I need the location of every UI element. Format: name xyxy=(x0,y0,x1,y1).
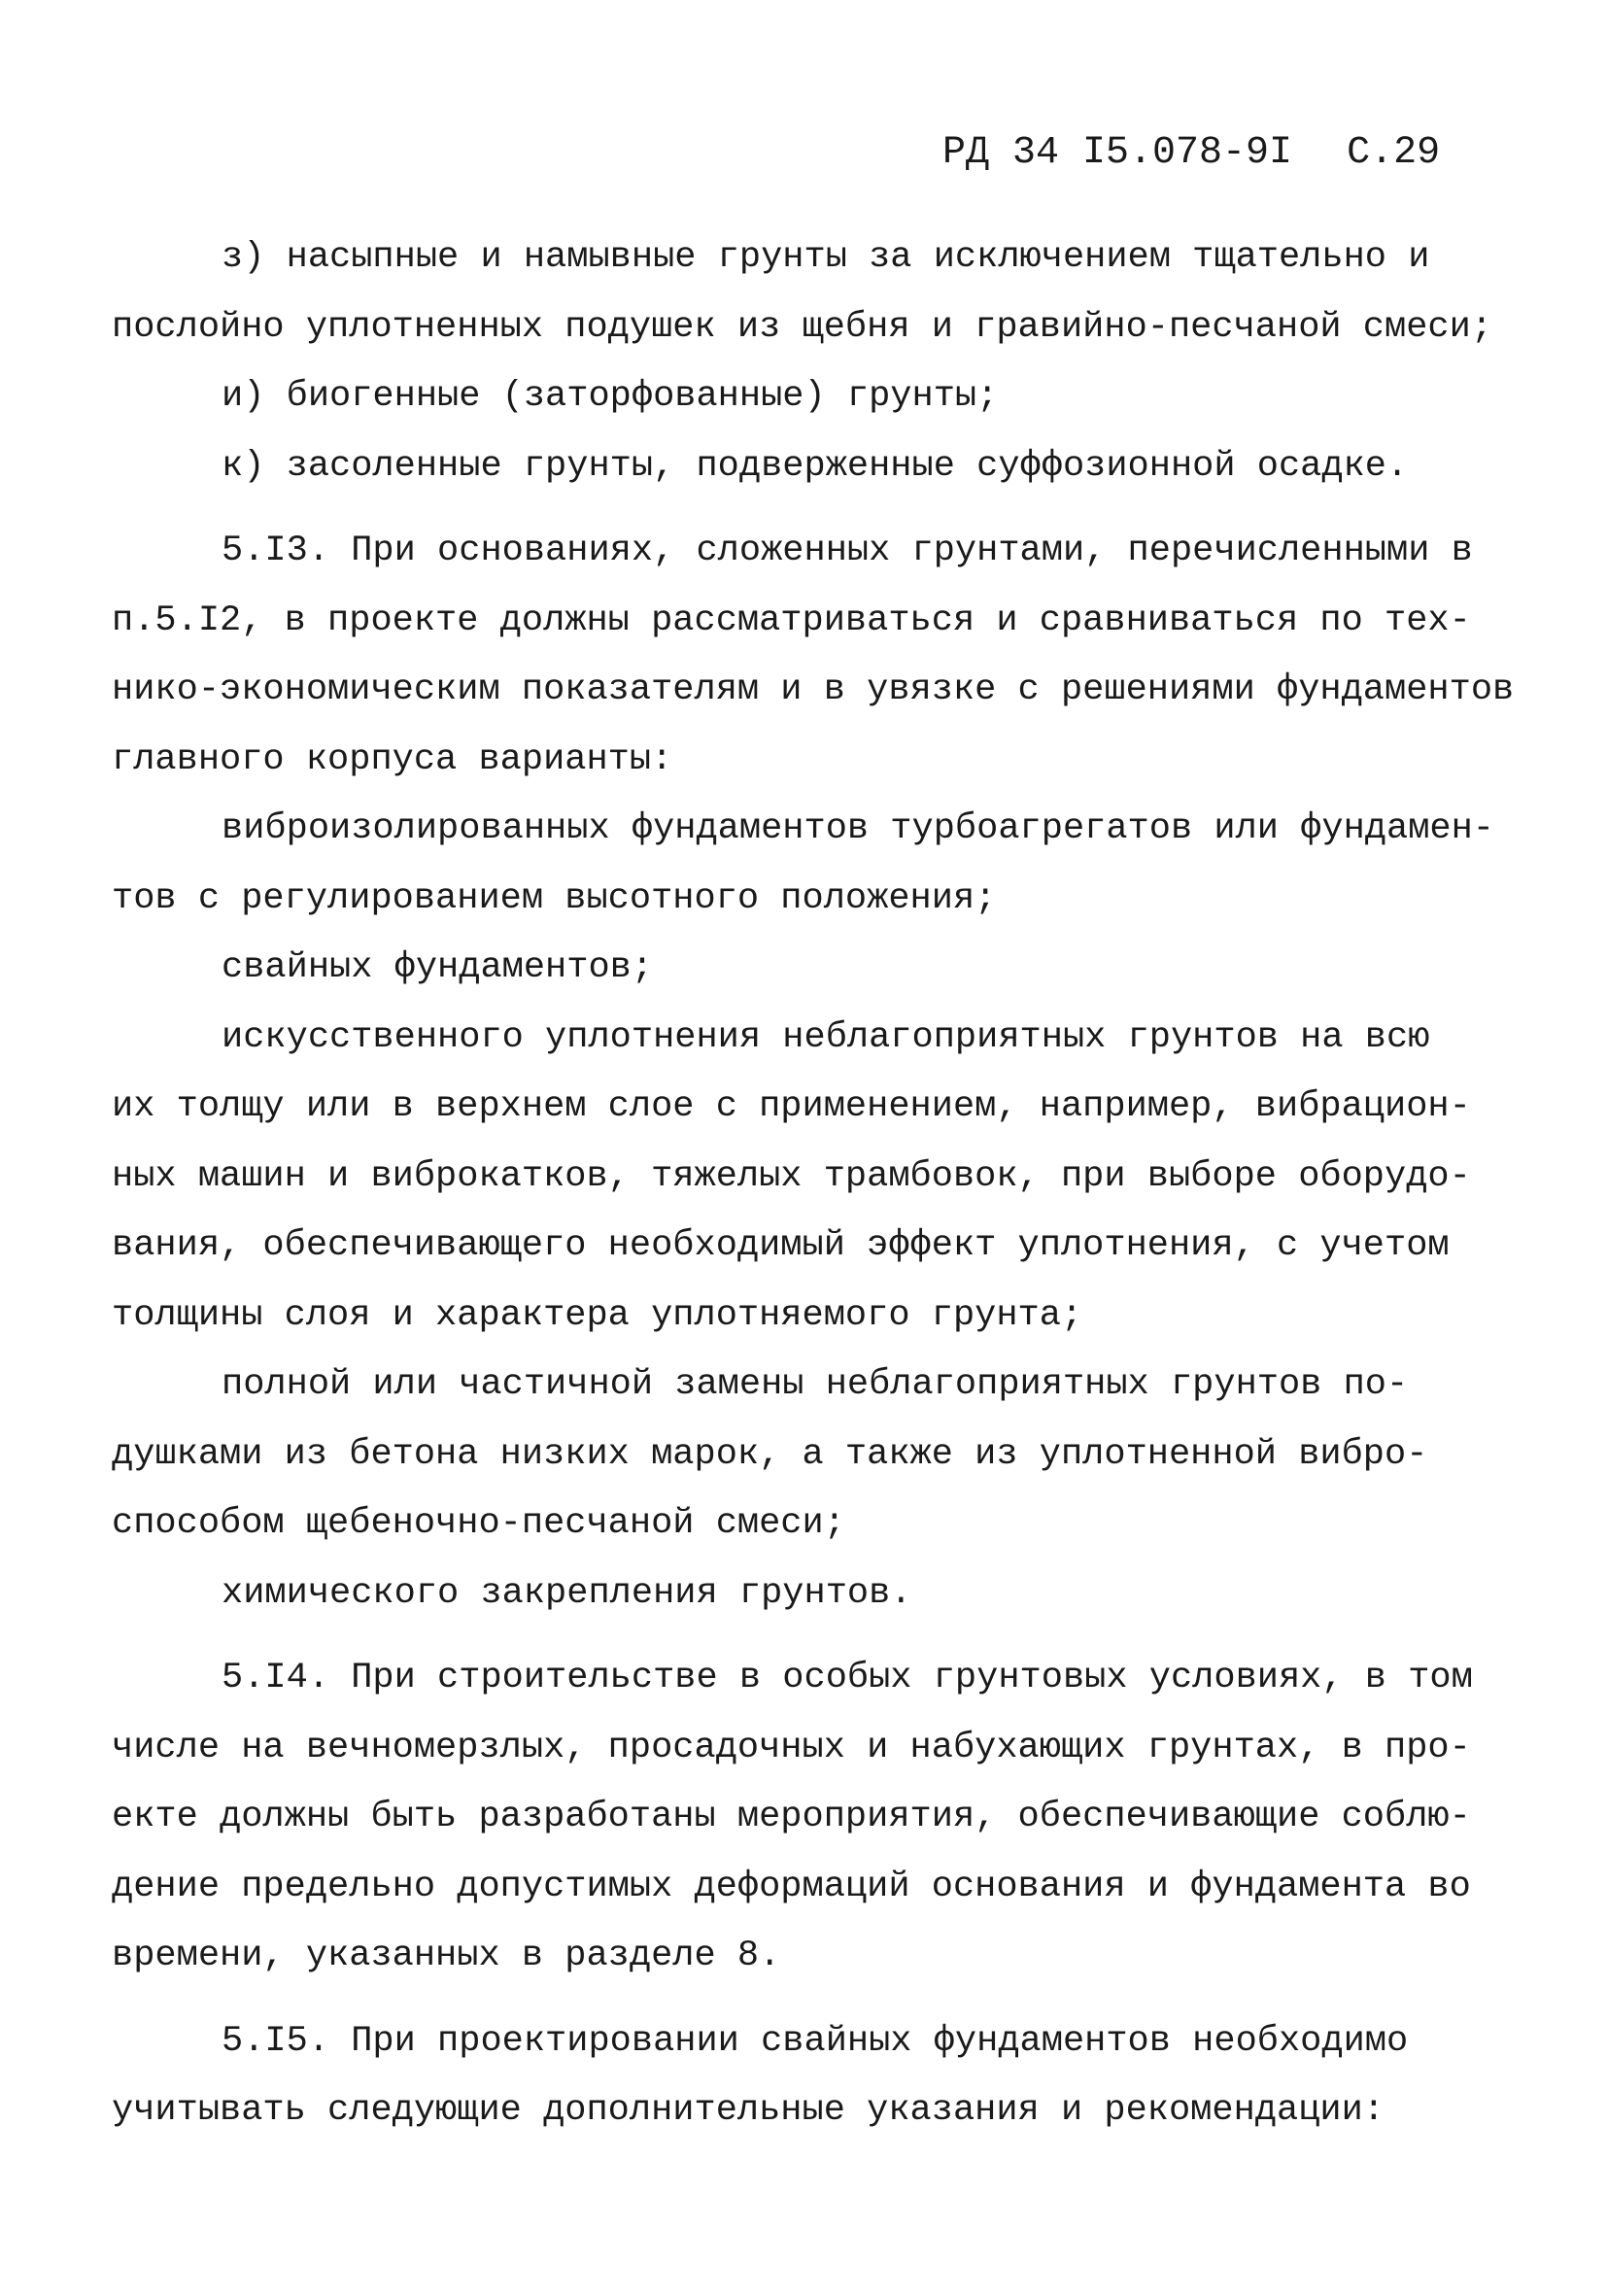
document-code: РД 34 I5.078-9I xyxy=(942,131,1293,175)
text-line: нико-экономическим показателям и в увязке с решениями фундаментов xyxy=(112,669,1515,710)
page-header xyxy=(942,124,1487,183)
text-line: к) засоленные грунты, подверженные суффозионной осадке. xyxy=(222,445,1409,487)
document-body xyxy=(112,223,1521,2146)
text-line: их толщу или в верхнем слое с применением, например, вибрацион- xyxy=(112,1086,1471,1127)
list-item-start: искусственного уплотнения неблагоприятных грунтов на всю xyxy=(222,1016,1430,1058)
text-line: толщины слоя и характера уплотняемого грунта; xyxy=(112,1294,1083,1336)
section-5-13-start: 5.I3. При основаниях, сложенных грунтами, перечисленными в xyxy=(222,531,1473,571)
text-line: вания, обеспечивающего необходимый эффект уплотнения, с учетом xyxy=(112,1225,1450,1266)
list-item-start: свайных фундаментов; xyxy=(222,947,654,988)
list-item-start: виброизолированных фундаментов турбоагрегатов или фундамен- xyxy=(222,808,1495,849)
text-line: времени, указанных в разделе 8. xyxy=(112,1936,781,1976)
text-line: тов с регулированием высотного положения; xyxy=(112,877,997,919)
text-line: п.5.I2, в проекте должны рассматриваться и сравниваться по тех- xyxy=(112,600,1471,641)
section-5-15-start: 5.I5. При проектировании свайных фундаментов необходимо xyxy=(222,2020,1409,2062)
list-item-start: полной или частичной замены неблагоприятных грунтов по- xyxy=(222,1364,1409,1405)
text-line: ных машин и виброкатков, тяжелых трамбовок, при выборе оборудо- xyxy=(112,1155,1471,1197)
text-line: и) биогенные (заторфованные) грунты; xyxy=(222,376,999,417)
section-5-14-start: 5.I4. При строительстве в особых грунтовых условиях, в том xyxy=(222,1658,1473,1698)
text-line: учитывать следующие дополнительные указания и рекомендации: xyxy=(112,2090,1385,2131)
text-line: главного корпуса варианты: xyxy=(112,738,673,780)
text-line: душками из бетона низких марок, а также из уплотненной вибро- xyxy=(112,1433,1428,1475)
text-line: з) насыпные и намывные грунты за исключением тщательно и xyxy=(222,237,1430,278)
text-line: числе на вечномерзлых, просадочных и набухающих грунтах, в про- xyxy=(112,1727,1471,1768)
text-line: екте должны быть разработаны мероприятия, обеспечивающие соблю- xyxy=(112,1797,1471,1837)
page-number: С.29 xyxy=(1347,131,1441,175)
text-line: дение предельно допустимых деформаций основания и фундамента во xyxy=(112,1866,1471,1907)
text-line: послойно уплотненных подушек из щебня и гравийно-песчаной смеси; xyxy=(112,306,1493,348)
text-line: способом щебеночно-песчаной смеси; xyxy=(112,1503,845,1544)
list-item-start: химического закрепления грунтов. xyxy=(222,1572,912,1614)
